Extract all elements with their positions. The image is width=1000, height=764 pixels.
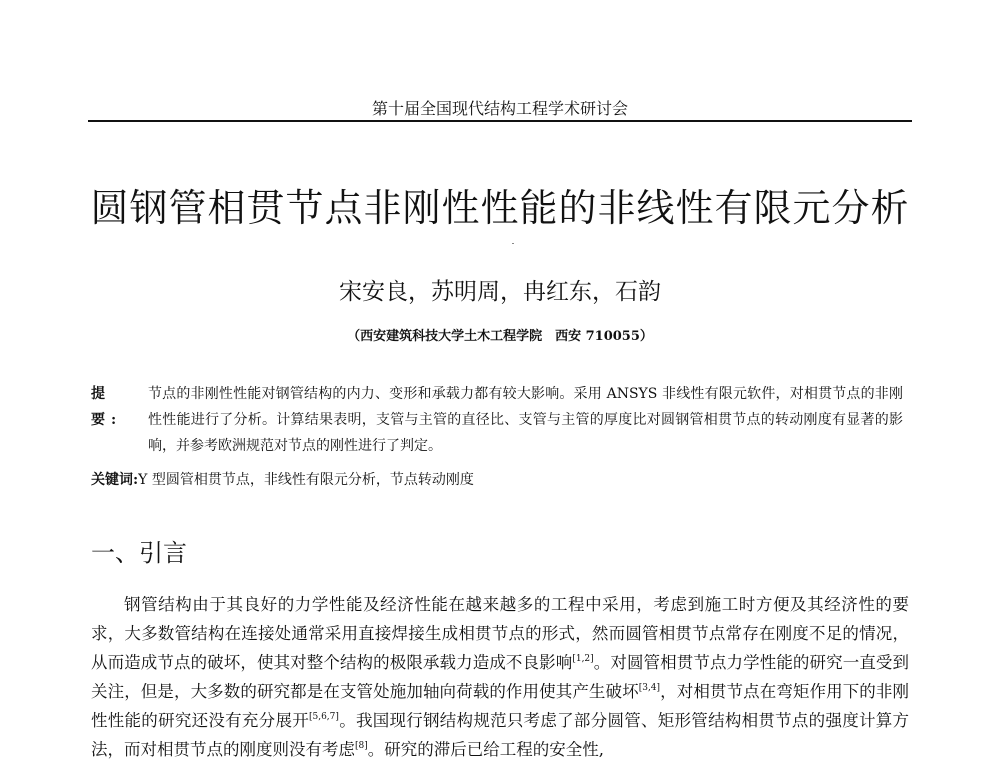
abstract-text: 节点的非刚性性能对钢管结构的内力、变形和承载力都有较大影响。采用 ANSYS 非线性有限元软件，对相贯节点的非刚性性能进行了分析。计算结果表明，支管与主管的直径比、支管与主管的厚度比对圆钢管相贯节点的转动刚度有显著的影响，并参考欧洲规范对节点的刚性进行了判定。 bbox=[148, 386, 903, 454]
paper-title: 圆钢管相贯节点非刚性性能的非线性有限元分析 bbox=[90, 186, 910, 230]
body-text-segment: 。我国现行钢结构规范只考虑了部分圆管、矩形管结构相贯节点的强度计算方法，而对相贯节点的刚度则没有考虑 bbox=[91, 711, 910, 759]
running-header: 第十届全国现代结构工程学术研讨会 bbox=[371, 99, 628, 118]
authors: 宋安良，苏明周，冉红东，石韵 bbox=[339, 279, 661, 305]
keywords-text: Y 型圆管相贯节点，非线性有限元分析，节点转动刚度 bbox=[138, 472, 474, 488]
stray-mark bbox=[512, 243, 514, 244]
affiliation: （西安建筑科技大学土木工程学院 西安 710055） bbox=[347, 329, 653, 344]
body-text-segment: 钢管结构由于其良好的力学性能及经济性能在越来越多的工程中采用，考虑到施工时方便及其经济性的要求，大多数管结构在连接处通常采用直接焊接生成相贯节点的形式，然而圆管相贯节点常存在刚度不足的情况，从而造成节点的破坏，使其对整个结构的极限承载力造成不良影响 bbox=[91, 595, 909, 672]
header-rule bbox=[88, 120, 912, 122]
keywords-label: 关键词: bbox=[91, 472, 139, 488]
citation: [1,2] bbox=[572, 654, 594, 664]
citation: [5,6,7] bbox=[308, 712, 339, 722]
citation: [3,4] bbox=[638, 683, 661, 693]
body-paragraph bbox=[91, 590, 909, 764]
citation: [8] bbox=[355, 741, 368, 751]
body-text-segment: ，对相贯节点在弯矩作用下的非刚性性能的研究还没有充分展开 bbox=[91, 682, 910, 730]
body-text-segment: 。对圆管相贯节点力学性能的研究一直受到关注，但是，大多数的研究都是在支管处施加轴向荷载的作用使其产生破坏 bbox=[91, 653, 910, 701]
keywords bbox=[91, 467, 903, 493]
section-heading: 一、引言 bbox=[91, 539, 187, 567]
body-text-segment: 。研究的滞后已给工程的安全性, bbox=[367, 740, 604, 759]
abstract-label: 提 要: bbox=[91, 386, 131, 428]
